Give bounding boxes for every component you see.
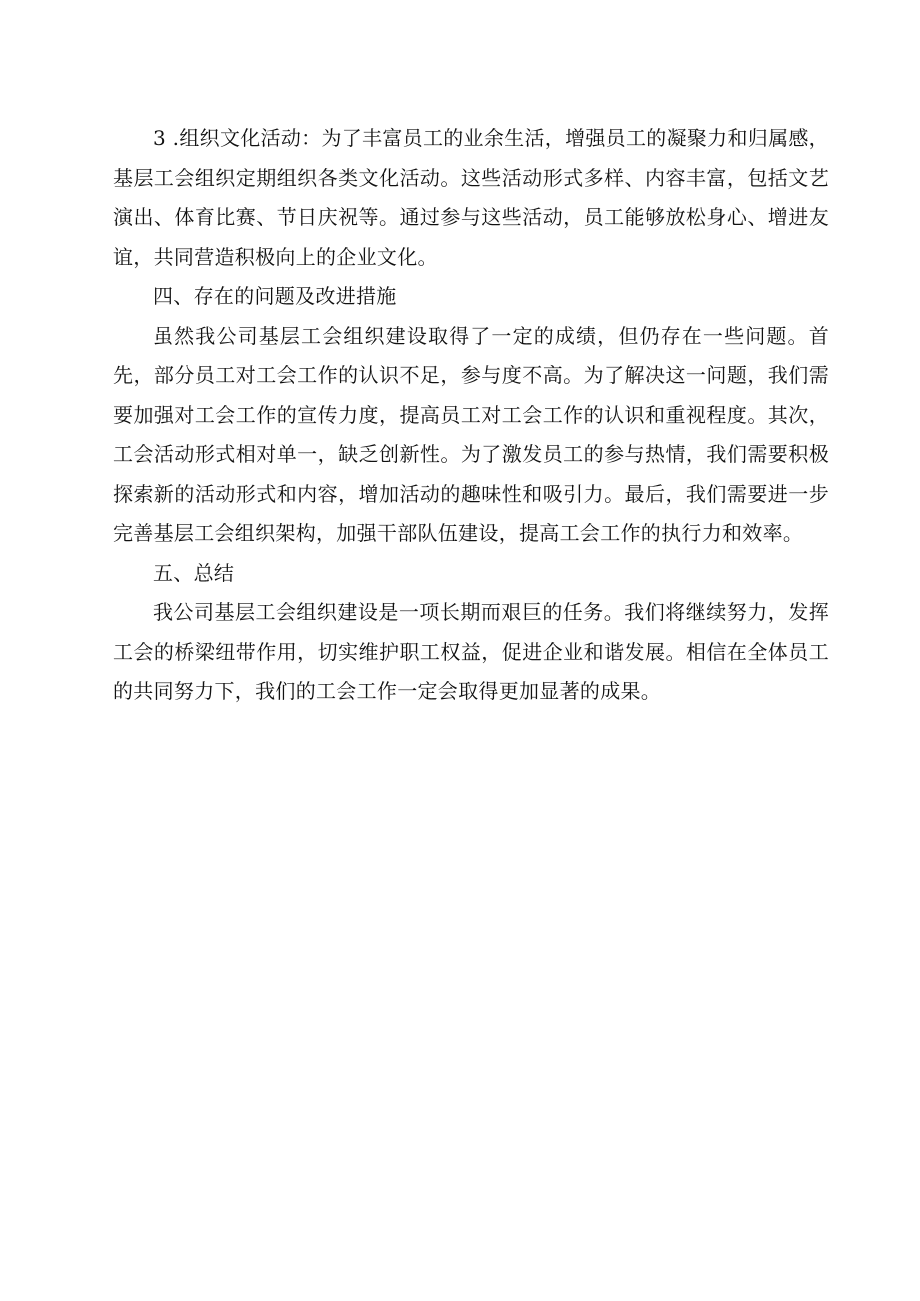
paragraph-cultural-activities: 3 .组织文化活动：为了丰富员工的业余生活，增强员工的凝聚力和归属感，基层工会组织定期组织各类文化活动。这些活动形式多样、内容丰富，包括文艺演出、体育比赛、节日庆祝等。通过参与这些活动，员工能够放松身心、增进友谊，共同营造积极向上的企业文化。: [113, 126, 829, 269]
section-heading-summary: 五、总结: [153, 560, 235, 585]
paragraph-problems-improvements: 虽然我公司基层工会组织建设取得了一定的成绩，但仍存在一些问题。首先，部分员工对工会工作的认识不足，参与度不高。为了解决这一问题，我们需要加强对工会工作的宣传力度，提高员工对工会工作的认识和重视程度。其次，工会活动形式相对单一，缺乏创新性。为了激发员工的参与热情，我们需要积极探索新的活动形式和内容，增加活动的趣味性和吸引力。最后，我们需要进一步完善基层工会组织架构，加强干部队伍建设，提高工会工作的执行力和效率。: [113, 323, 829, 545]
section-heading-problems: 四、存在的问题及改进措施: [153, 284, 397, 308]
document-body: [113, 119, 829, 712]
paragraph-summary: 我公司基层工会组织建设是一项长期而艰巨的任务。我们将继续努力，发挥工会的桥梁纽带作用，切实维护职工权益，促进企业和谐发展。相信在全体员工的共同努力下，我们的工会工作一定会取得更加显著的成果。: [113, 600, 829, 703]
